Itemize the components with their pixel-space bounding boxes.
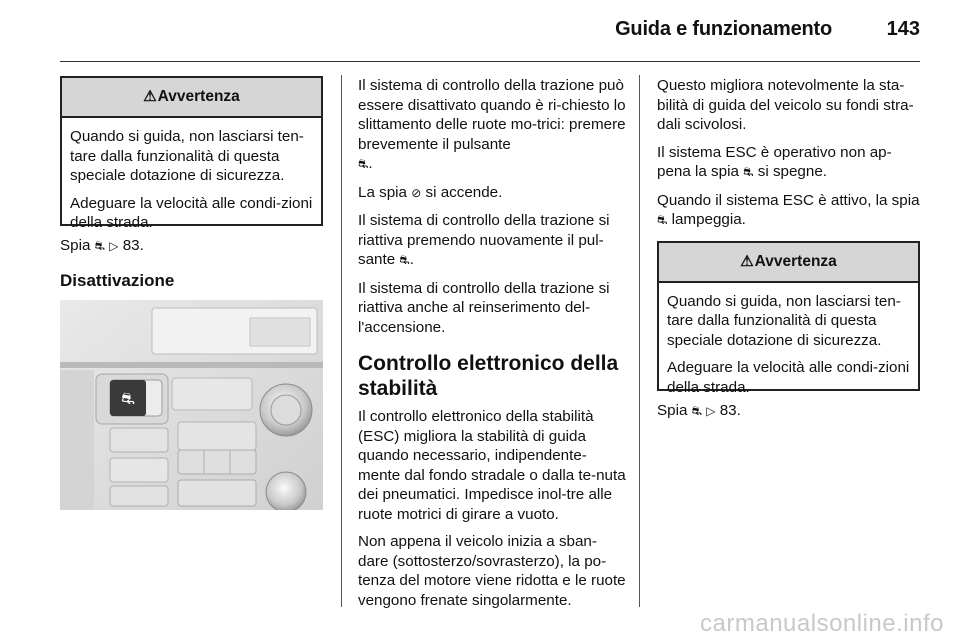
page-number: 143	[886, 18, 920, 40]
paragraph: Quando il sistema ESC è attivo, la spia ⛐ lampeggia.	[657, 191, 920, 228]
warning-box	[657, 241, 920, 396]
esc-skid-icon: ⛐	[94, 239, 105, 253]
column-divider-1	[341, 75, 342, 607]
column-1	[60, 76, 323, 298]
section-heading: Controllo elettronico della stabilità	[358, 352, 619, 400]
paragraph: Questo migliora notevolmente la sta-bilità di guida del veicolo su fondi stra-dali scivolosi.	[657, 77, 914, 133]
paragraph: Il sistema di controllo della trazione si riattiva premendo nuovamente il pul-sante ⛐.	[358, 212, 610, 268]
page-reference-link[interactable]: 83.	[122, 237, 144, 254]
warning-header	[62, 78, 321, 118]
paragraph: Il sistema di controllo della trazione si riattiva anche al reinserimento del-l'accensione.	[358, 279, 610, 336]
warning-body	[62, 118, 321, 245]
esc-skid-icon: ⛐	[691, 403, 702, 418]
warning-box	[60, 76, 323, 231]
warning-paragraph: Adeguare la velocità alle condi-zioni della strada.	[667, 359, 910, 396]
subheading-disattivazione: Disattivazione	[60, 270, 175, 290]
dashboard-button-photo	[60, 300, 323, 510]
esc-skid-icon: ⛐	[399, 253, 410, 267]
warning-title: Avvertenza	[157, 88, 240, 105]
warning-triangle-icon: ⚠	[740, 252, 754, 270]
running-header-title: Guida e funzionamento	[615, 18, 832, 40]
svg-text:⛐: ⛐	[121, 389, 135, 408]
paragraph: Non appena il veicolo inizia a sban-dare (sottosterzo/sovrasterzo), la po-tenza del motore viene ridotta e le ruote vengono frenate singolarmente.	[358, 533, 626, 609]
spia-reference: Spia ⛐ ▷ 83.	[657, 401, 741, 419]
spia-reference: Spia ⛐ ▷ 83.	[60, 237, 144, 254]
column-divider-2	[639, 75, 640, 607]
warning-title: Avvertenza	[754, 252, 837, 270]
warning-paragraph: Adeguare la velocità alle condi-zioni della strada.	[70, 194, 313, 231]
paragraph: Il controllo elettronico della stabilità (ESC) migliora la stabilità di guida quando necessario, indipendente-mente dal fondo stradale o dalla te-nuta dei pneumatici. Impedisce inol-tre alle ruote motrici di girare a vuoto.	[358, 408, 626, 523]
header-rule	[60, 61, 920, 62]
warning-header	[659, 243, 918, 283]
warning-body	[659, 283, 918, 410]
column-3	[657, 76, 920, 429]
warning-paragraph: Quando si guida, non lasciarsi ten-tare dalla funzionalità di questa speciale dotazione di sicurezza.	[70, 128, 304, 184]
esc-skid-icon: ⛐	[358, 157, 369, 171]
paragraph: Il sistema di controllo della trazione può essere disattivato quando è ri-chiesto lo slittamento delle ruote mo-trici: premere brevemente il pulsante ⛐.	[358, 77, 626, 172]
page-reference-arrow-icon: ▷	[109, 239, 119, 253]
esc-skid-icon: ⛐	[743, 165, 754, 179]
page-reference-link[interactable]: 83.	[719, 401, 741, 419]
page-reference-arrow-icon: ▷	[706, 403, 716, 418]
esc-skid-icon: ⛐	[657, 213, 668, 227]
warning-triangle-icon: ⚠	[143, 88, 157, 105]
column-2	[358, 76, 626, 618]
warning-paragraph: Quando si guida, non lasciarsi ten-tare dalla funzionalità di questa speciale dotazione di sicurezza.	[667, 292, 901, 349]
watermark: carmanualsonline.info	[700, 610, 944, 637]
esc-off-icon: ⊘	[411, 185, 422, 200]
paragraph: La spia ⊘ si accende.	[358, 183, 503, 201]
paragraph: Il sistema ESC è operativo non ap-pena la spia ⛐ si spegne.	[657, 143, 892, 180]
